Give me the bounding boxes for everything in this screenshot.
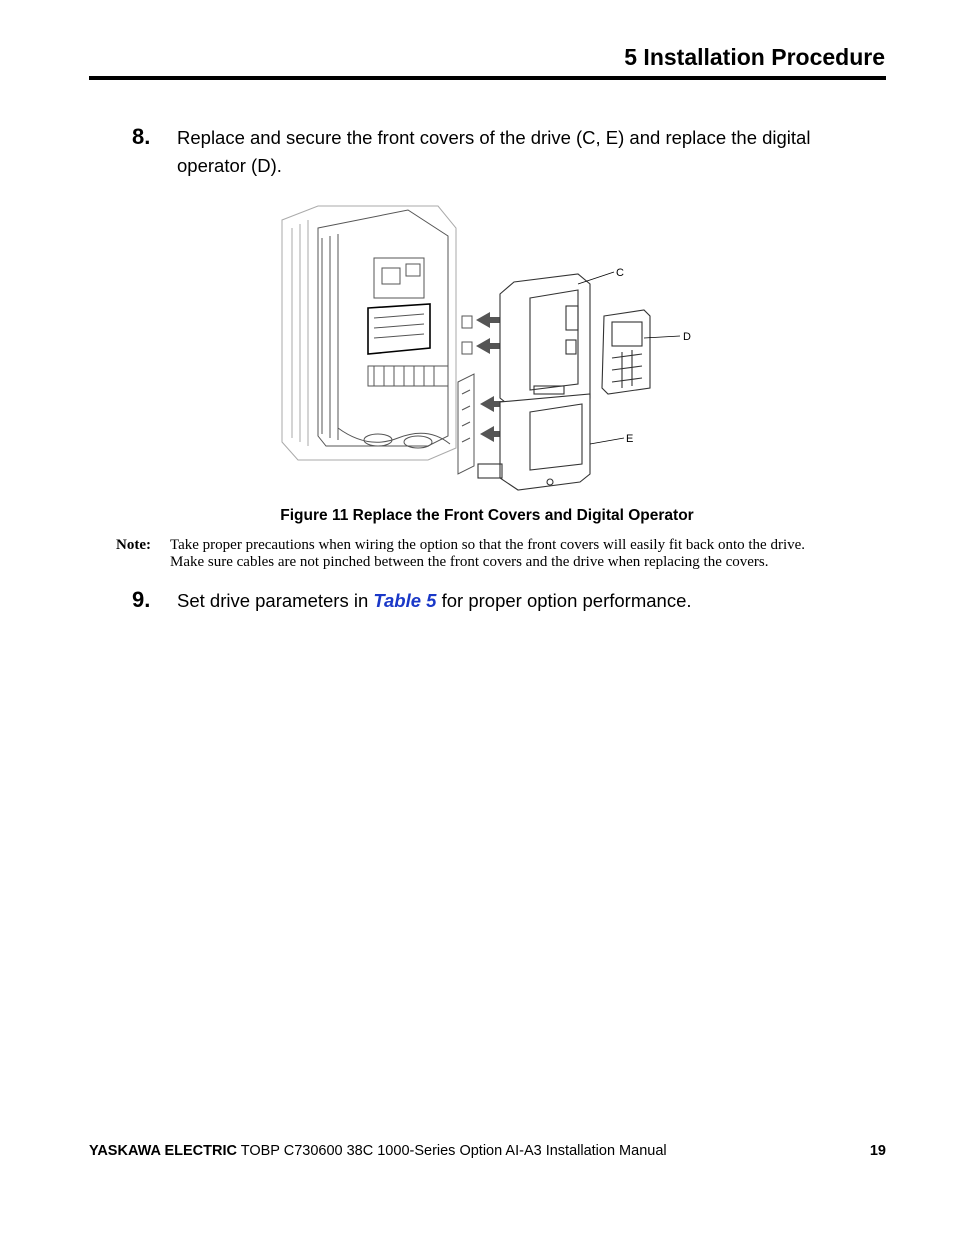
note-text: Take proper precautions when wiring the option so that the front covers will easily fit back onto the drive. Make sure cables are not pinched between the front covers and the drive when replacing the covers. <box>170 537 806 570</box>
header-rule <box>89 76 886 80</box>
figure-caption: Figure 11 Replace the Front Covers and Digital Operator <box>280 507 694 524</box>
drive-illustration <box>278 198 698 506</box>
step-9-after: for proper option performance. <box>436 590 692 611</box>
label-d: D <box>683 331 691 343</box>
step-9-number: 9. <box>132 587 151 612</box>
section-title: 5 Installation Procedure <box>624 44 885 70</box>
footer-brand: YASKAWA ELECTRIC <box>89 1143 237 1159</box>
step-9-text <box>177 587 692 615</box>
step-8-line1: Replace and secure the front covers of the drive (C, E) and replace the digital <box>177 127 811 148</box>
step-8-line2: operator (D). <box>177 155 282 176</box>
label-e: E <box>626 433 634 445</box>
figure-drive-covers <box>278 198 698 506</box>
step-8-text <box>177 124 810 180</box>
page-number: 19 <box>869 1143 886 1159</box>
table-5-link[interactable]: Table 5 <box>373 590 437 611</box>
footer-doc-title: TOBP C730600 38C 1000-Series Option AI-A3 Installation Manual <box>236 1143 667 1159</box>
note-label: Note: <box>116 537 151 553</box>
step-8-number: 8. <box>132 124 151 149</box>
footer <box>89 1143 886 1159</box>
step-9-before: Set drive parameters in <box>177 590 374 611</box>
label-c: C <box>616 267 624 279</box>
